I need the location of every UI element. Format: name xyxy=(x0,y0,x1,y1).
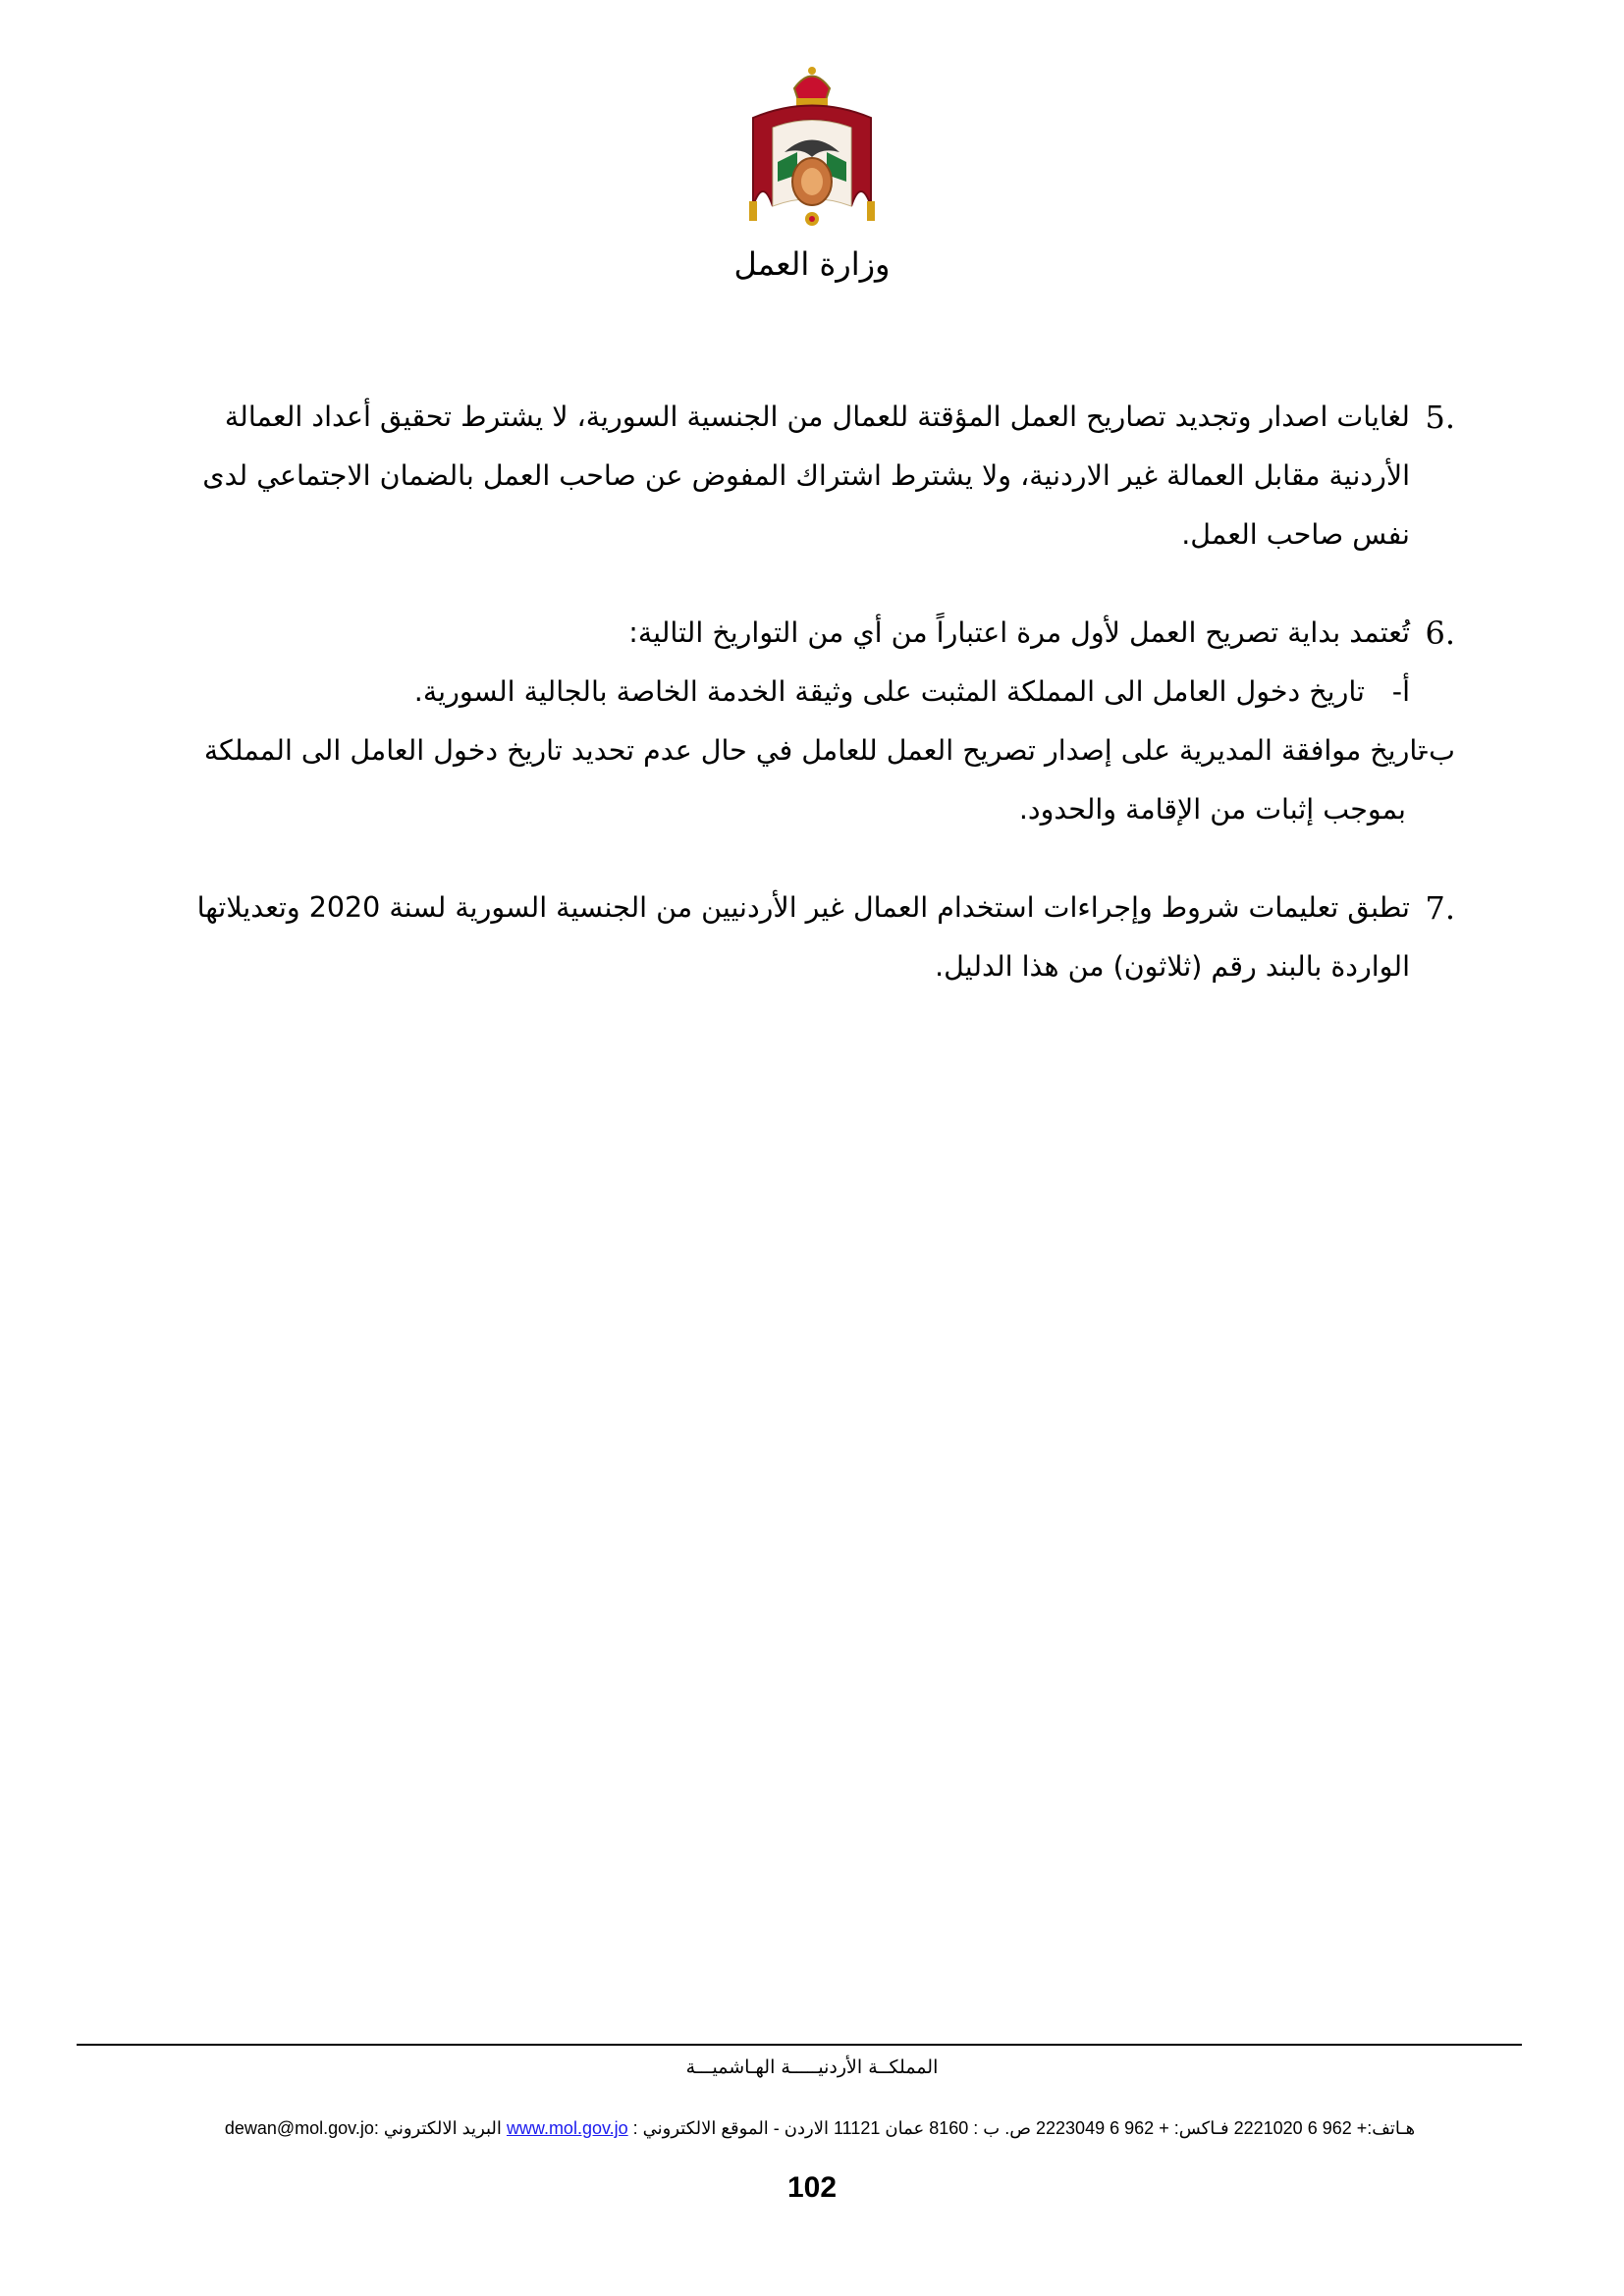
clause-intro: تُعتمد بداية تصريح العمل لأول مرة اعتباراً من أي من التواريخ التالية: xyxy=(628,616,1410,649)
document-body xyxy=(108,388,1455,996)
clause-line: الأردنية مقابل العمالة غير الاردنية، ولا يشترط اشتراك المفوض عن صاحب العمل بالضمان الاجتماعي لدى xyxy=(202,459,1410,492)
footer-contact-suffix: البريد الالكتروني :dewan@mol.gov.jo xyxy=(224,2118,502,2138)
clause-number: .6 xyxy=(1425,614,1455,652)
footer-divider xyxy=(77,2044,1522,2046)
clause-line: لغايات اصدار وتجديد تصاريح العمل المؤقتة للعمال من الجنسية السورية، لا يشترط تحقيق أعداد العمالة xyxy=(224,400,1410,433)
clause-number: .7 xyxy=(1425,889,1455,927)
clause-7 xyxy=(108,879,1455,996)
sub-item-text: تاريخ موافقة المديرية على إصدار تصريح العمل للعامل في حال عدم تحديد تاريخ دخول العامل الى المملكة xyxy=(203,734,1426,767)
footer-contact xyxy=(98,2118,1542,2139)
clause-5 xyxy=(108,388,1455,564)
clause-line: الواردة بالبند رقم (ثلاثون) من هذا الدليل. xyxy=(935,950,1410,983)
sub-item-text: تاريخ دخول العامل الى المملكة المثبت على وثيقة الخدمة الخاصة بالجالية السورية. xyxy=(413,675,1365,708)
page-header xyxy=(0,59,1624,283)
coat-of-arms-icon xyxy=(724,59,900,236)
sub-item-b xyxy=(108,721,1455,839)
footer-contact-prefix: هـاتف:+ 962 6 2221020 فـاكس: + 962 6 2223049 ص. ب : 8160 عمان 11121 الاردن - الموقع الالكتروني : xyxy=(632,2118,1416,2138)
website-link[interactable]: www.mol.gov.jo xyxy=(506,2118,628,2138)
clause-line: تطبق تعليمات شروط وإجراءات استخدام العمال غير الأردنيين من الجنسية السورية لسنة 2020 وتعديلاتها xyxy=(196,891,1410,924)
clause-line: نفس صاحب العمل. xyxy=(1181,518,1410,551)
footer-kingdom: المملكــة الأردنيـــــة الهـاشميـــة xyxy=(685,2056,939,2078)
clause-6 xyxy=(108,604,1455,721)
ministry-name: وزارة العمل xyxy=(733,245,891,283)
sub-item-mark: ب- xyxy=(1418,734,1455,767)
sub-item-mark: أ- xyxy=(1391,675,1410,708)
page-number: 102 xyxy=(786,2171,838,2204)
sub-item-a xyxy=(108,663,1410,721)
clause-number: .5 xyxy=(1425,399,1455,436)
sub-item-text: بموجب إثبات من الإقامة والحدود. xyxy=(1018,793,1406,826)
